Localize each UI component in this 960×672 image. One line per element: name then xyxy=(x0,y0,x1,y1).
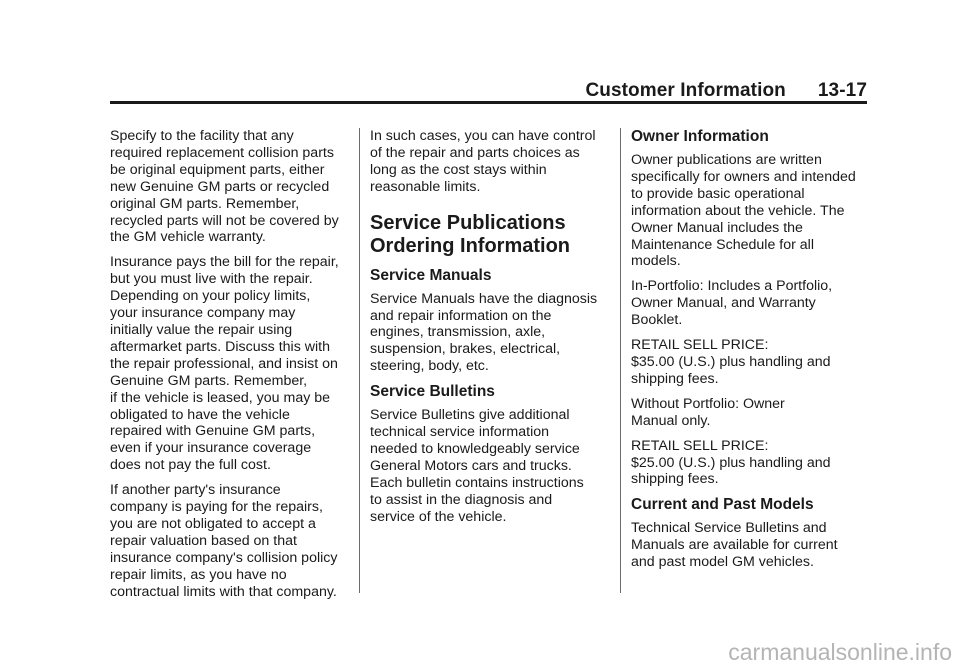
paragraph: Owner publications are written specifically for owners and intended to provide basic operational information about the vehicle. The Owner Manual includes the Maintenance Schedule for all models. xyxy=(631,152,856,270)
section-title: Customer Information xyxy=(585,80,786,101)
intro-paragraph: In such cases, you can have control of the repair and parts choices as long as the cost stays within reasonable limits. xyxy=(370,128,596,195)
header-text xyxy=(585,80,867,102)
service-manuals-body: Service Manuals have the diagnosis and repair information on the engines, transmission, axle, suspension, brakes, electrical, steering, body, etc. xyxy=(370,290,598,375)
service-publications-heading: Service Publications Ordering Information xyxy=(370,211,570,257)
header-rule xyxy=(110,101,867,104)
service-manuals-heading: Service Manuals xyxy=(370,266,492,284)
owner-information-heading: Owner Information xyxy=(631,128,769,145)
paragraph: If another party's insurance company is paying for the repairs, you are not obligated to accept a repair valuation based on that insurance company's collision policy repair limits, as you have no contractual limits with that company. xyxy=(110,482,338,600)
column-2 xyxy=(370,128,610,534)
column-divider-1 xyxy=(359,128,360,593)
service-bulletins-heading: Service Bulletins xyxy=(370,383,495,401)
paragraph: Insurance pays the bill for the repair, but you must live with the repair. Depending on your policy limits, your insurance company may initially value the repair using aftermarket parts. Discuss this with the repair professional, and insist on Genuine GM parts. Remember, if the vehicle is leased, you may be obligated to have the vehicle repaired with Genuine GM parts, even if your insurance coverage does not pay the full cost. xyxy=(110,254,339,474)
paragraph: Specify to the facility that any required replacement collision parts be original equipment parts, either new Genuine GM parts or recycled original GM parts. Remember, recycled parts will not be covered by the GM vehicle warranty. xyxy=(110,128,339,246)
service-bulletins-body: Service Bulletins give additional technical service information needed to knowledgeably service General Motors cars and trucks. Each bulletin contains instructions to assist in the diagnosis and service of the vehicle. xyxy=(370,407,584,525)
paragraph: RETAIL SELL PRICE: $35.00 (U.S.) plus handling and shipping fees. xyxy=(631,337,831,387)
paragraph: RETAIL SELL PRICE: $25.00 (U.S.) plus handling and shipping fees. xyxy=(631,437,831,488)
column-divider-2 xyxy=(620,128,621,593)
paragraph: Without Portfolio: Owner Manual only. xyxy=(631,395,785,429)
column-3 xyxy=(631,128,871,579)
watermark: carmanualsonline.info xyxy=(728,639,952,665)
current-past-models-body: Technical Service Bulletins and Manuals are available for current and past model GM vehicles. xyxy=(631,520,838,571)
current-past-models-heading: Current and Past Models xyxy=(631,496,814,514)
paragraph: In-Portfolio: Includes a Portfolio, Owner Manual, and Warranty Booklet. xyxy=(631,278,833,329)
page-number: 13-17 xyxy=(817,80,867,101)
column-1 xyxy=(110,128,352,608)
